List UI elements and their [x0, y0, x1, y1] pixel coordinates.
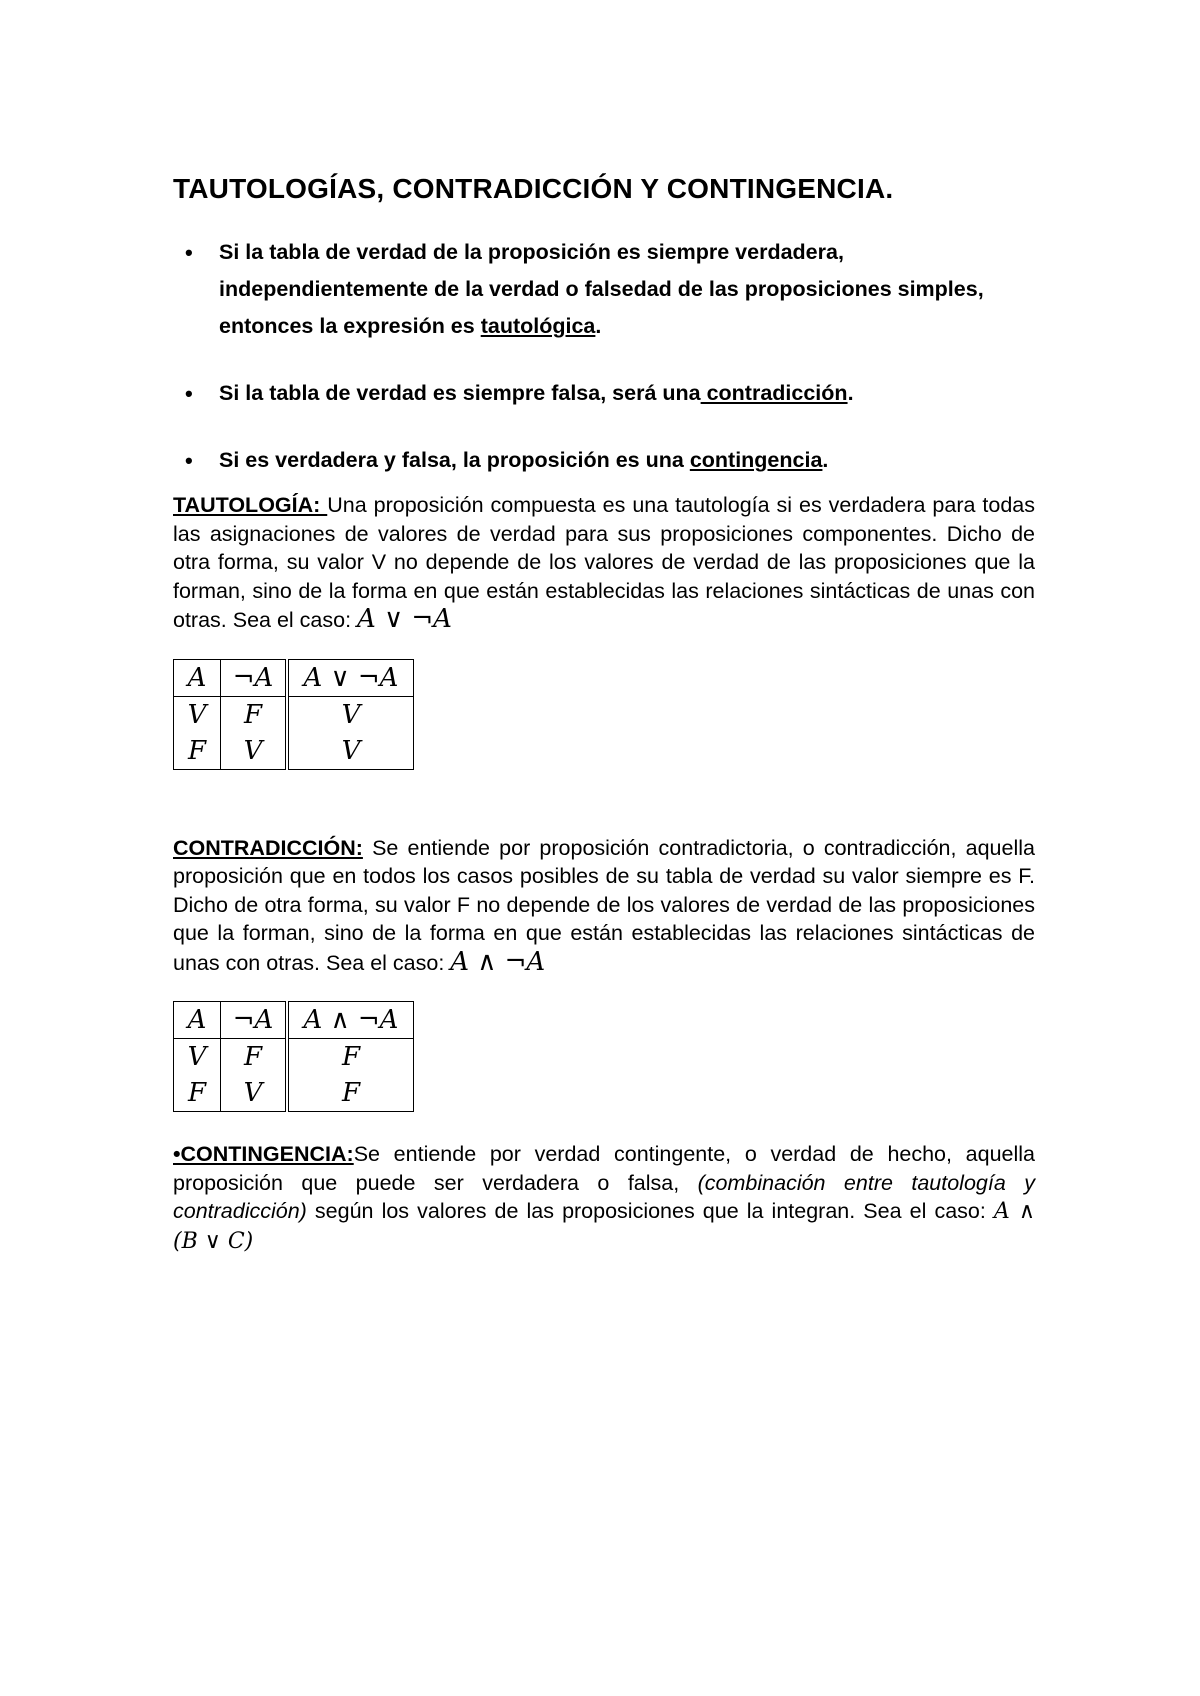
- table-header-cell: A ∨ ¬A: [287, 659, 414, 696]
- table-header-cell: A: [174, 1002, 221, 1039]
- bullet-term: tautológica: [480, 314, 596, 338]
- contingencia-paragraph: [173, 1140, 1035, 1256]
- table-header-cell: ¬A: [221, 659, 288, 696]
- tautologia-paragraph: [173, 491, 1035, 635]
- contingencia-text-2: según los valores de las proposiciones que la integran. Sea el caso:: [306, 1199, 994, 1223]
- table-cell: F: [287, 1075, 414, 1112]
- bullet-end: .: [847, 381, 854, 405]
- table-row: [174, 1039, 414, 1076]
- contradiccion-heading: CONTRADICCIÓN:: [173, 835, 363, 860]
- bullet-text: Si la tabla de verdad de la proposición es siempre verdadera, independientemente de la verdad o falsedad de las proposiciones simples, entonces la expresión es: [219, 240, 984, 338]
- table-cell: F: [221, 696, 288, 733]
- contingencia-formula: A ∧ (B ∨ C): [173, 1199, 1035, 1254]
- table-header-cell: ¬A: [221, 1002, 288, 1039]
- table-cell: V: [287, 696, 414, 733]
- table-cell: F: [221, 1039, 288, 1076]
- contingencia-heading: •CONTINGENCIA:: [173, 1142, 354, 1166]
- table-header-row: [174, 1002, 414, 1039]
- bullet-term: contingencia: [689, 448, 823, 472]
- table-row: [174, 1075, 414, 1112]
- bullet-end: .: [595, 314, 602, 338]
- contingencia-italic: (combinación entre tautología y contradicción): [173, 1170, 1035, 1223]
- table-cell: V: [174, 696, 221, 733]
- tautologia-formula: A ∨ ¬A: [357, 604, 452, 634]
- tautologia-truth-table: [173, 659, 414, 770]
- bullet-contingencia: [173, 442, 1035, 479]
- page-title: TAUTOLOGÍAS, CONTRADICCIÓN Y CONTINGENCIA.: [173, 173, 894, 204]
- contradiccion-text: Se entiende por proposición contradictoria, o contradicción, aquella proposición que en todos los casos posibles de su tabla de verdad su valor siempre es F. Dicho de otra forma, su valor F no depende de los valores de verdad de las proposiciones que la forman, sino de la forma en que están establecidas las relaciones sintácticas de unas con otras. Sea el caso:: [173, 835, 1035, 975]
- table-cell: F: [174, 1075, 221, 1112]
- table-cell: F: [287, 1039, 414, 1076]
- tautologia-text: Una proposición compuesta es una tautología si es verdadera para todas las asignaciones de valores de verdad para sus proposiciones componentes. Dicho de otra forma, su valor V no depende de los valores de verdad de las proposiciones que la forman, sino de la forma en que están establecidas las relaciones sintácticas de unas con otras. Sea el caso:: [173, 493, 1035, 632]
- table-cell: V: [221, 1075, 288, 1112]
- contradiccion-truth-table: [173, 1001, 414, 1112]
- table-header-cell: A ∧ ¬A: [287, 1002, 414, 1039]
- bullet-text: Si es verdadera y falsa, la proposición es una: [219, 448, 690, 472]
- table-cell: V: [174, 1039, 221, 1076]
- contradiccion-paragraph: [173, 834, 1035, 978]
- definitions-list: [173, 234, 1035, 479]
- table-cell: V: [287, 733, 414, 770]
- bullet-tautologica: [173, 234, 1035, 345]
- contingencia-text: Se entiende por verdad contingente, o verdad de hecho, aquella proposición que puede ser verdadera o falsa,: [173, 1142, 1035, 1195]
- table-cell: V: [221, 733, 288, 770]
- table-header-row: [174, 659, 414, 696]
- document-page: [173, 172, 1035, 1256]
- tautologia-heading: TAUTOLOGÍA:: [173, 493, 328, 517]
- table-cell: F: [174, 733, 221, 770]
- bullet-contradiccion: [173, 375, 1035, 412]
- bullet-end: .: [822, 448, 829, 472]
- contradiccion-formula: A ∧ ¬A: [450, 946, 546, 977]
- table-header-cell: A: [174, 659, 221, 696]
- table-row: [174, 696, 414, 733]
- bullet-term: contradicción: [700, 381, 848, 405]
- table-row: [174, 733, 414, 770]
- bullet-text: Si la tabla de verdad es siempre falsa, será una: [219, 381, 701, 405]
